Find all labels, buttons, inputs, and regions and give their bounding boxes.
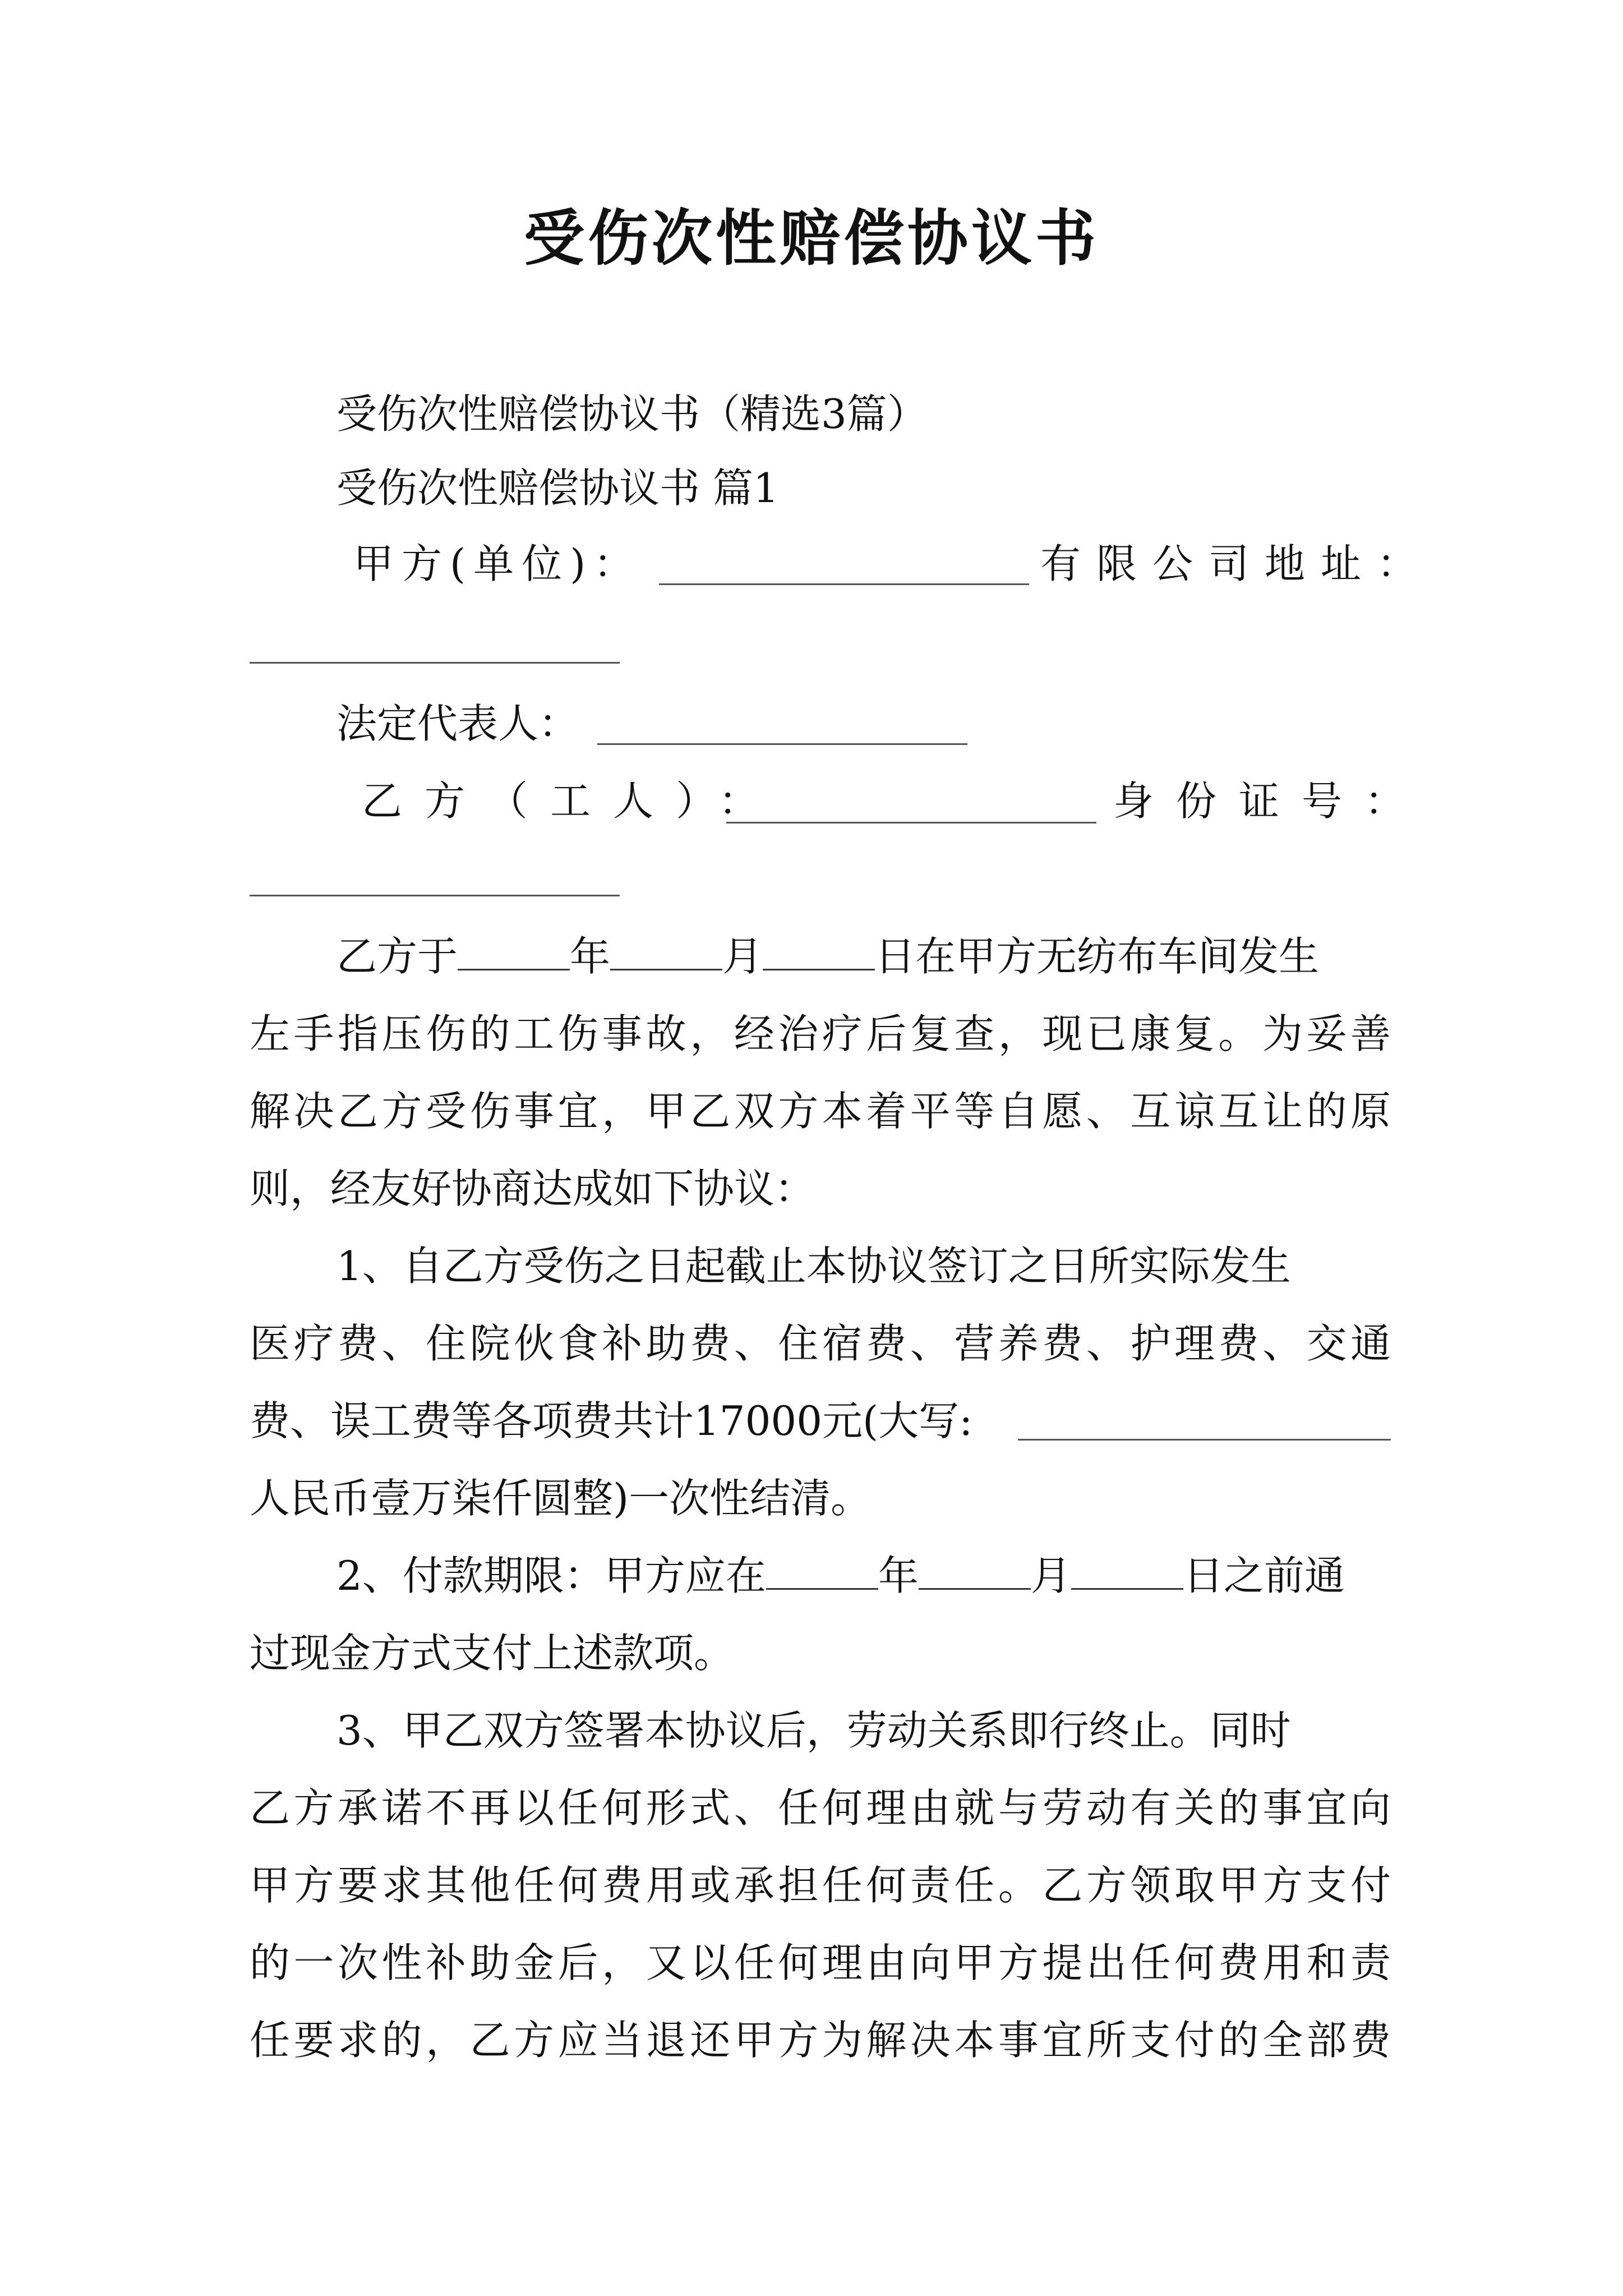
item2-line1-end: 日之前通: [1183, 1552, 1345, 1599]
legal-rep-label: 法定代表人：: [336, 700, 579, 747]
item1-line1: 1、自乙方受伤之日起截止本协议签订之日所实际发生: [336, 1243, 1291, 1290]
amount-uppercase-blank[interactable]: [1018, 1439, 1391, 1441]
item3-line4: 的一次性补助金后，又以任何理由向甲方提出任何费用和责: [250, 1939, 1391, 1986]
section-heading: 受伤次性赔偿协议书 篇1: [336, 464, 779, 512]
item2-year-label: 年: [878, 1552, 919, 1599]
p1-day-blank[interactable]: [763, 933, 875, 970]
item3-line5: 任要求的，乙方应当退还甲方为解决本事宜所支付的全部费: [250, 2017, 1391, 2064]
item1-line4: 人民币壹万柒仟圆整)一次性结清。: [250, 1475, 872, 1522]
item2-line2: 过现金方式支付上述款项。: [250, 1630, 735, 1677]
item2-month-label: 月: [1030, 1552, 1071, 1599]
item2-month-blank[interactable]: [919, 1552, 1031, 1590]
company-address-label: 有限公司地址：: [1040, 540, 1433, 587]
p1-year-blank[interactable]: [458, 933, 570, 970]
legal-rep-blank[interactable]: [597, 743, 967, 745]
party-a-label: 甲方(单位)：: [353, 540, 642, 587]
item3-line2: 乙方承诺不再以任何形式、任何理由就与劳动有关的事宜向: [250, 1784, 1391, 1832]
p1-line4: 则，经友好协商达成如下协议：: [250, 1165, 815, 1212]
party-a-blank[interactable]: [659, 583, 1029, 585]
p1-line2: 左手指压伤的工伤事故，经治疗后复查，现已康复。为妥善: [250, 1010, 1391, 1057]
party-b-label: 乙方（工人）：: [362, 777, 782, 825]
document-title: 受伤次性赔偿协议书: [523, 203, 1099, 274]
item3-line3: 甲方要求其他任何费用或承担任何责任。乙方领取甲方支付: [250, 1862, 1391, 1909]
item2-line1: [336, 1548, 1345, 1604]
p1-line1-start: 乙方于: [336, 933, 458, 980]
item2-day-blank[interactable]: [1071, 1552, 1183, 1590]
id-number-label: 身份证号：: [1113, 777, 1428, 825]
party-b-blank[interactable]: [726, 822, 1096, 823]
item1-line3: 费、误工费等各项费共计17000元(大写:: [250, 1397, 973, 1444]
id-number-blank[interactable]: [250, 895, 620, 896]
p1-month-label: 月: [722, 933, 763, 980]
document-subtitle: 受伤次性赔偿协议书（精选3篇）: [336, 390, 928, 438]
company-address-blank[interactable]: [250, 662, 620, 664]
p1-month-blank[interactable]: [610, 933, 722, 970]
item1-line2: 医疗费、住院伙食补助费、住宿费、营养费、护理费、交通: [250, 1320, 1391, 1367]
item2-year-blank[interactable]: [766, 1552, 878, 1590]
p1-line1-end: 日在甲方无纺布车间发生: [875, 933, 1320, 980]
item2-line1-start: 2、付款期限：甲方应在: [336, 1552, 766, 1599]
p1-year-label: 年: [570, 933, 611, 980]
p1-line1: [336, 928, 1319, 984]
item3-line1: 3、甲乙双方签署本协议后，劳动关系即行终止。同时: [336, 1707, 1291, 1754]
p1-line3: 解决乙方受伤事宜，甲乙双方本着平等自愿、互谅互让的原: [250, 1088, 1391, 1135]
